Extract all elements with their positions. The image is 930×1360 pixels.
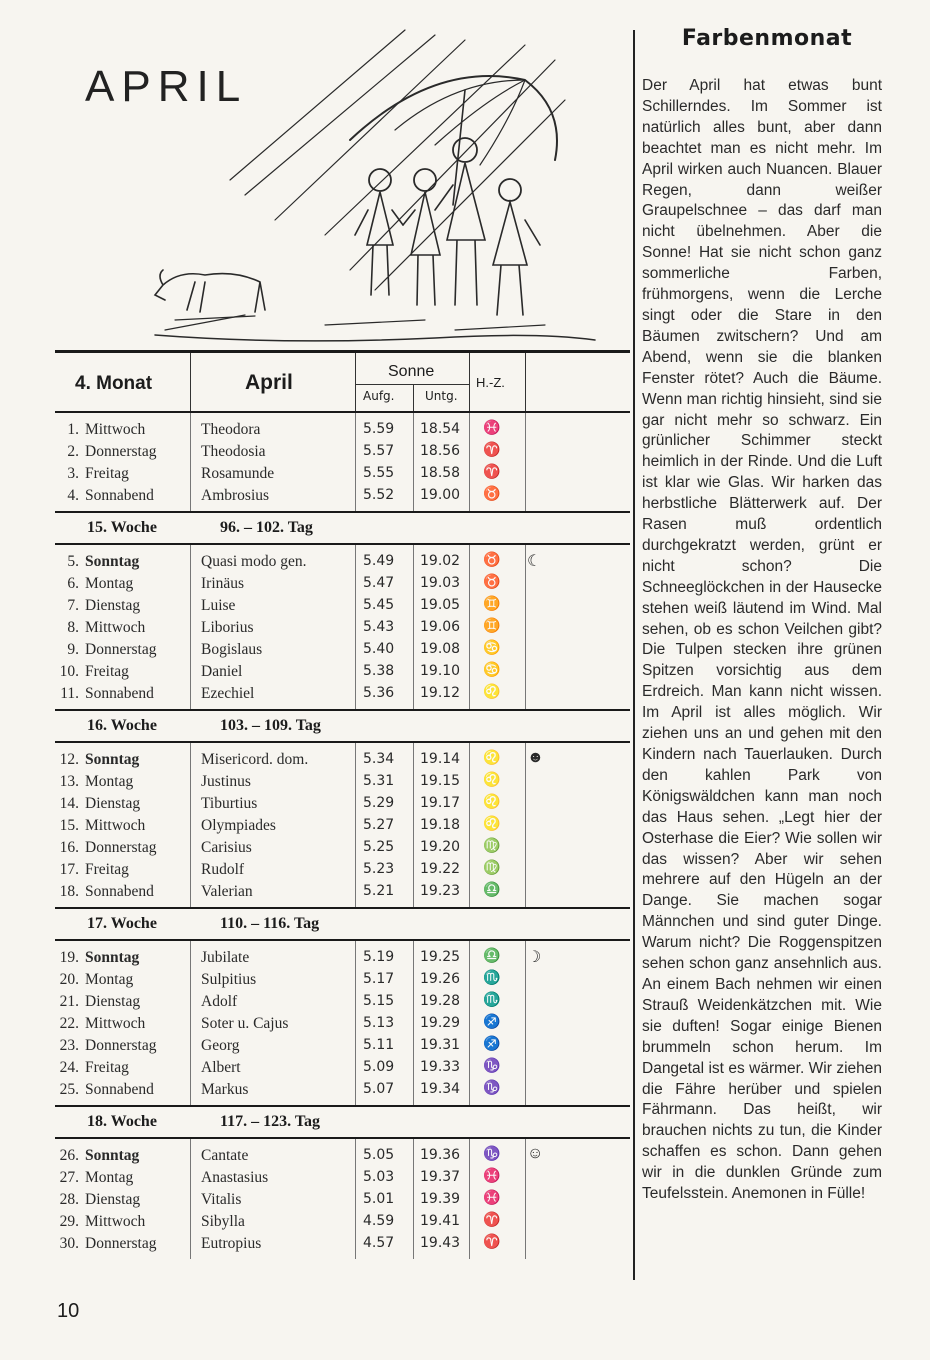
zodiac-icon: ♏ — [483, 993, 501, 1008]
sunset-time: 19.25 — [420, 949, 461, 965]
week-label: 15. Woche — [87, 519, 157, 536]
sunset-time: 19.31 — [420, 1037, 461, 1053]
weekday: Mittwoch — [85, 817, 146, 834]
day-row — [55, 749, 630, 771]
sunset-time: 19.28 — [420, 993, 461, 1009]
sunset-time: 19.37 — [420, 1169, 461, 1185]
sunrise-time: 5.19 — [363, 949, 395, 965]
name-day: Cantate — [201, 1147, 249, 1164]
name-day: Justinus — [201, 773, 251, 790]
sunset-time: 18.58 — [420, 465, 461, 481]
sunset-time: 19.17 — [420, 795, 461, 811]
zodiac-icon: ♉ — [483, 575, 501, 590]
day-row — [55, 771, 630, 793]
day-number: 6. — [67, 575, 79, 592]
day-number: 27. — [59, 1169, 79, 1186]
weekday: Mittwoch — [85, 1213, 146, 1230]
sunset-time: 19.05 — [420, 597, 461, 613]
day-number: 14. — [59, 795, 79, 812]
zodiac-icon: ♊ — [483, 597, 501, 612]
sunset-time: 19.14 — [420, 751, 461, 767]
day-row — [55, 551, 630, 573]
sunset-time: 19.41 — [420, 1213, 461, 1229]
day-row — [55, 683, 630, 705]
name-day: Albert — [201, 1059, 241, 1076]
month-name: April — [245, 371, 293, 394]
sunrise-time: 5.57 — [363, 443, 395, 459]
sunrise-time: 5.13 — [363, 1015, 395, 1031]
day-row — [55, 1035, 630, 1057]
sunset-time: 18.54 — [420, 421, 461, 437]
sunrise-time: 5.45 — [363, 597, 395, 613]
day-row — [55, 837, 630, 859]
sunset-time: 19.43 — [420, 1235, 461, 1251]
day-number: 13. — [59, 773, 79, 790]
week-days: 103. – 109. Tag — [220, 717, 321, 734]
zodiac-icon: ♑ — [483, 1081, 501, 1096]
name-day: Soter u. Cajus — [201, 1015, 289, 1032]
weekday: Freitag — [85, 861, 129, 878]
day-number: 7. — [67, 597, 79, 614]
calendar-header — [55, 350, 630, 413]
sunrise-time: 5.05 — [363, 1147, 395, 1163]
zodiac-icon: ♍ — [483, 839, 501, 854]
zodiac-icon: ♋ — [483, 641, 501, 656]
day-row — [55, 595, 630, 617]
name-day: Georg — [201, 1037, 240, 1054]
weekday: Donnerstag — [85, 641, 157, 658]
weekday: Donnerstag — [85, 443, 157, 460]
week-days: 110. – 116. Tag — [220, 915, 320, 932]
sunset-time: 19.06 — [420, 619, 461, 635]
name-day: Olympiades — [201, 817, 276, 834]
week-label: 16. Woche — [87, 717, 157, 734]
sunset-time: 19.08 — [420, 641, 461, 657]
moon-phase-icon: ☻ — [527, 749, 544, 766]
sunset-time: 19.20 — [420, 839, 461, 855]
weekday: Dienstag — [85, 993, 141, 1010]
day-row — [55, 617, 630, 639]
sunrise-time: 5.17 — [363, 971, 395, 987]
day-number: 20. — [59, 971, 79, 988]
day-number: 5. — [67, 553, 79, 570]
sunset-time: 19.39 — [420, 1191, 461, 1207]
sunrise-time: 5.59 — [363, 421, 395, 437]
sunset-time: 19.36 — [420, 1147, 461, 1163]
name-day: Jubilate — [201, 949, 250, 966]
zodiac-icon: ♉ — [483, 487, 501, 502]
column-divider — [633, 30, 635, 1280]
moon-phase-icon: ☾ — [527, 553, 542, 570]
weekday: Freitag — [85, 1059, 129, 1076]
sunset-time: 18.56 — [420, 443, 461, 459]
day-row — [55, 815, 630, 837]
weekday: Donnerstag — [85, 1235, 157, 1252]
sunrise-time: 5.07 — [363, 1081, 395, 1097]
sunset-header: Untg. — [425, 389, 458, 403]
calendar-body — [55, 413, 630, 1259]
name-day: Tiburtius — [201, 795, 258, 812]
zodiac-icon: ♈ — [483, 1213, 501, 1228]
sidebar-text: Der April hat etwas bunt Schillerndes. Im Sommer ist natürlich alles bunt, aber dann beachtet man es nicht mehr. Im April wirken auch Nuancen. Blauer Regen, dann weißer Graupelschnee – das darf man nicht übelnehmen. Aber die Sonne! Hat sie nicht schon ganz sommerliche Farben, frühmorgens, wenn die Lerche singt oder die Stare in den Bäumen zwitschern? Und am Abend, wenn sie die blanken Fenster rötet? Auch die Bäume. Wenn man richtig hinsieht, sind sie gar nicht mehr so schwarz. Ein grünlicher Schimmer steckt heimlich in der Rinde. Und die Luft ist klar wie Glas. Wir harken das herbstliche Blätterwerk auf. Der Rasen muß ordentlich durchgekratzt werden, grünt er nicht schon? Die Schneeglöckchen in der Hausecke stehen weiß läutend im Wind. Mal sehen, ob es schon Veilchen gibt? Die Tulpen stecken ihre grünen Spitzen vorsichtig aus dem Erdreich. Man kann nicht wissen. Im April ist alles möglich. Wir ziehen uns an und gehen mit den Kindern nach Tauerlauken. Durch den kahlen Park von Königswäldchen kann man noch das Haus sehen. „Legt hier der Osterhase die Eier? Wie sollen wir das wissen? Aber wir sehen mehrere auf den Hügeln an der Dange. Sie machen sogar Männchen und sind guter Dinge. Warum nicht? Die Roggenspitzen sehen schon ganz ansehnlich aus. An einem Bach nehmen wir einen Strauß Weidenkätzchen mit. Wie sie duften! Sogar einige Bienen brummeln schon herum. Im Dangetal ist es wärmer. Wir ziehen die Fähre herüber und spielen Fährmann. Das heißt, wir brauchen nichts zu tun, die Kinder schaffen es schon. Dann gehen wir in die dunklen Gründe zum Teufelsstein. Anemonen in Fülle! — [642, 77, 882, 1203]
day-number: 19. — [59, 949, 79, 966]
sunrise-time: 5.27 — [363, 817, 395, 833]
sunset-time: 19.34 — [420, 1081, 461, 1097]
sun-header: Sonne — [388, 363, 435, 380]
zodiac-icon: ♈ — [483, 465, 501, 480]
sidebar-title: Farbenmonat — [681, 26, 853, 51]
zodiac-icon: ♌ — [483, 773, 501, 788]
zodiac-icon: ♐ — [483, 1037, 501, 1052]
zodiac-icon: ♉ — [483, 553, 501, 568]
weekday: Sonnabend — [85, 1081, 154, 1098]
zodiac-icon: ♍ — [483, 861, 501, 876]
day-number: 25. — [59, 1081, 79, 1098]
day-row — [55, 1233, 630, 1255]
day-number: 26. — [59, 1147, 79, 1164]
day-row — [55, 1189, 630, 1211]
name-day: Quasi modo gen. — [201, 553, 307, 570]
day-row — [55, 1167, 630, 1189]
name-day: Misericord. dom. — [201, 751, 309, 768]
sunrise-time: 5.21 — [363, 883, 395, 899]
name-day: Theodosia — [201, 443, 266, 460]
sunrise-time: 5.36 — [363, 685, 395, 701]
sunset-time: 19.10 — [420, 663, 461, 679]
day-row — [55, 859, 630, 881]
day-number: 3. — [67, 465, 79, 482]
page-number: 10 — [57, 1300, 80, 1322]
sunset-time: 19.23 — [420, 883, 461, 899]
name-day: Sibylla — [201, 1213, 245, 1230]
week-header — [55, 907, 630, 941]
sunrise-time: 5.49 — [363, 553, 395, 569]
day-number: 8. — [67, 619, 79, 636]
weekday: Dienstag — [85, 597, 141, 614]
day-row — [55, 793, 630, 815]
sunset-time: 19.00 — [420, 487, 461, 503]
sunrise-time: 5.25 — [363, 839, 395, 855]
day-row — [55, 1145, 630, 1167]
sunrise-time: 5.52 — [363, 487, 395, 503]
sunrise-time: 5.23 — [363, 861, 395, 877]
sunrise-time: 5.38 — [363, 663, 395, 679]
day-rows — [55, 743, 630, 907]
weekday: Montag — [85, 971, 134, 988]
sunrise-time: 5.47 — [363, 575, 395, 591]
day-row — [55, 485, 630, 507]
weekday: Sonntag — [85, 1147, 140, 1164]
day-number: 29. — [59, 1213, 79, 1230]
name-day: Carisius — [201, 839, 252, 856]
weekday: Sonntag — [85, 949, 140, 966]
sunrise-time: 5.09 — [363, 1059, 395, 1075]
name-day: Markus — [201, 1081, 249, 1098]
weekday: Freitag — [85, 663, 129, 680]
zodiac-icon: ♎ — [483, 949, 501, 964]
sunrise-time: 4.57 — [363, 1235, 395, 1251]
zodiac-icon: ♓ — [483, 1169, 501, 1184]
zodiac-icon: ♌ — [483, 685, 501, 700]
name-day: Luise — [201, 597, 236, 614]
day-number: 30. — [59, 1235, 79, 1252]
sunrise-time: 5.15 — [363, 993, 395, 1009]
sunset-time: 19.22 — [420, 861, 461, 877]
weekday: Montag — [85, 773, 134, 790]
name-day: Rosamunde — [201, 465, 275, 482]
sunrise-time: 5.11 — [363, 1037, 395, 1053]
weekday: Mittwoch — [85, 1015, 146, 1032]
week-label: 18. Woche — [87, 1113, 157, 1130]
sunset-time: 19.03 — [420, 575, 461, 591]
weekday: Dienstag — [85, 795, 141, 812]
day-number: 10. — [59, 663, 79, 680]
week-label: 17. Woche — [87, 915, 157, 932]
day-row — [55, 419, 630, 441]
sunrise-time: 5.03 — [363, 1169, 395, 1185]
day-row — [55, 1013, 630, 1035]
week-days: 96. – 102. Tag — [220, 519, 313, 536]
zodiac-icon: ♑ — [483, 1147, 501, 1162]
day-number: 15. — [59, 817, 79, 834]
day-row — [55, 991, 630, 1013]
week-header — [55, 709, 630, 743]
weekday: Sonnabend — [85, 487, 154, 504]
zodiac-icon: ♎ — [483, 883, 501, 898]
day-number: 28. — [59, 1191, 79, 1208]
day-number: 9. — [67, 641, 79, 658]
week-days: 117. – 123. Tag — [220, 1113, 321, 1130]
sunrise-time: 5.55 — [363, 465, 395, 481]
day-number: 2. — [67, 443, 79, 460]
weekday: Sonnabend — [85, 883, 154, 900]
day-row — [55, 661, 630, 683]
zodiac-icon: ♌ — [483, 795, 501, 810]
day-rows — [55, 941, 630, 1105]
sunset-time: 19.29 — [420, 1015, 461, 1031]
day-row — [55, 881, 630, 903]
sunrise-time: 5.29 — [363, 795, 395, 811]
sunset-time: 19.33 — [420, 1059, 461, 1075]
weekday: Mittwoch — [85, 421, 146, 438]
weekday: Donnerstag — [85, 1037, 157, 1054]
sunset-time: 19.02 — [420, 553, 461, 569]
zodiac-icon: ♌ — [483, 751, 501, 766]
sunset-time: 19.15 — [420, 773, 461, 789]
day-number: 1. — [67, 421, 79, 438]
day-number: 21. — [59, 993, 79, 1010]
zodiac-icon: ♊ — [483, 619, 501, 634]
sunset-time: 19.12 — [420, 685, 461, 701]
day-rows — [55, 545, 630, 709]
day-row — [55, 969, 630, 991]
weekday: Sonntag — [85, 553, 140, 570]
day-row — [55, 1211, 630, 1233]
sunrise-time: 5.40 — [363, 641, 395, 657]
name-day: Theodora — [201, 421, 261, 438]
day-row — [55, 1079, 630, 1101]
day-number: 16. — [59, 839, 79, 856]
name-day: Anastasius — [201, 1169, 269, 1186]
day-number: 4. — [67, 487, 79, 504]
day-rows — [55, 413, 630, 511]
day-row — [55, 573, 630, 595]
day-rows — [55, 1139, 630, 1259]
weekday: Freitag — [85, 465, 129, 482]
day-number: 17. — [59, 861, 79, 878]
month-number: 4. Monat — [75, 373, 153, 394]
zodiac-icon: ♋ — [483, 663, 501, 678]
weekday: Donnerstag — [85, 839, 157, 856]
name-day: Irinäus — [201, 575, 245, 592]
day-number: 18. — [59, 883, 79, 900]
weekday: Montag — [85, 1169, 134, 1186]
name-day: Adolf — [201, 993, 238, 1010]
weekday: Dienstag — [85, 1191, 141, 1208]
name-day: Liborius — [201, 619, 254, 636]
day-row — [55, 639, 630, 661]
week-header — [55, 1105, 630, 1139]
sunset-time: 19.26 — [420, 971, 461, 987]
day-number: 24. — [59, 1059, 79, 1076]
moon-phase-icon: ☺ — [527, 1145, 544, 1162]
name-day: Bogislaus — [201, 641, 263, 658]
name-day: Sulpitius — [201, 971, 257, 988]
sunrise-time: 5.43 — [363, 619, 395, 635]
weekday: Sonntag — [85, 751, 140, 768]
weekday: Montag — [85, 575, 134, 592]
hz-header: H.-Z. — [476, 375, 505, 390]
name-day: Daniel — [201, 663, 243, 680]
sunrise-time: 4.59 — [363, 1213, 395, 1229]
sunrise-header: Aufg. — [363, 389, 395, 403]
sunrise-time: 5.34 — [363, 751, 395, 767]
zodiac-icon: ♌ — [483, 817, 501, 832]
calendar-table — [55, 350, 630, 1259]
zodiac-icon: ♓ — [483, 421, 501, 436]
week-header — [55, 511, 630, 545]
name-day: Vitalis — [201, 1191, 242, 1208]
day-row — [55, 441, 630, 463]
zodiac-icon: ♏ — [483, 971, 501, 986]
illustration-children-umbrella — [135, 20, 615, 350]
day-number: 22. — [59, 1015, 79, 1032]
zodiac-icon: ♑ — [483, 1059, 501, 1074]
day-row — [55, 463, 630, 485]
name-day: Ezechiel — [201, 685, 255, 702]
sunset-time: 19.18 — [420, 817, 461, 833]
zodiac-icon: ♈ — [483, 443, 501, 458]
zodiac-icon: ♓ — [483, 1191, 501, 1206]
day-row — [55, 1057, 630, 1079]
name-day: Valerian — [201, 883, 253, 900]
day-row — [55, 947, 630, 969]
name-day: Eutropius — [201, 1235, 262, 1252]
month-title: APRIL — [85, 62, 248, 111]
day-number: 12. — [59, 751, 79, 768]
name-day: Rudolf — [201, 861, 245, 878]
zodiac-icon: ♐ — [483, 1015, 501, 1030]
day-number: 11. — [60, 685, 79, 702]
name-day: Ambrosius — [201, 487, 270, 504]
zodiac-icon: ♈ — [483, 1235, 501, 1250]
moon-phase-icon: ☽ — [527, 949, 542, 966]
day-number: 23. — [59, 1037, 79, 1054]
sunrise-time: 5.01 — [363, 1191, 395, 1207]
weekday: Mittwoch — [85, 619, 146, 636]
weekday: Sonnabend — [85, 685, 154, 702]
sunrise-time: 5.31 — [363, 773, 395, 789]
